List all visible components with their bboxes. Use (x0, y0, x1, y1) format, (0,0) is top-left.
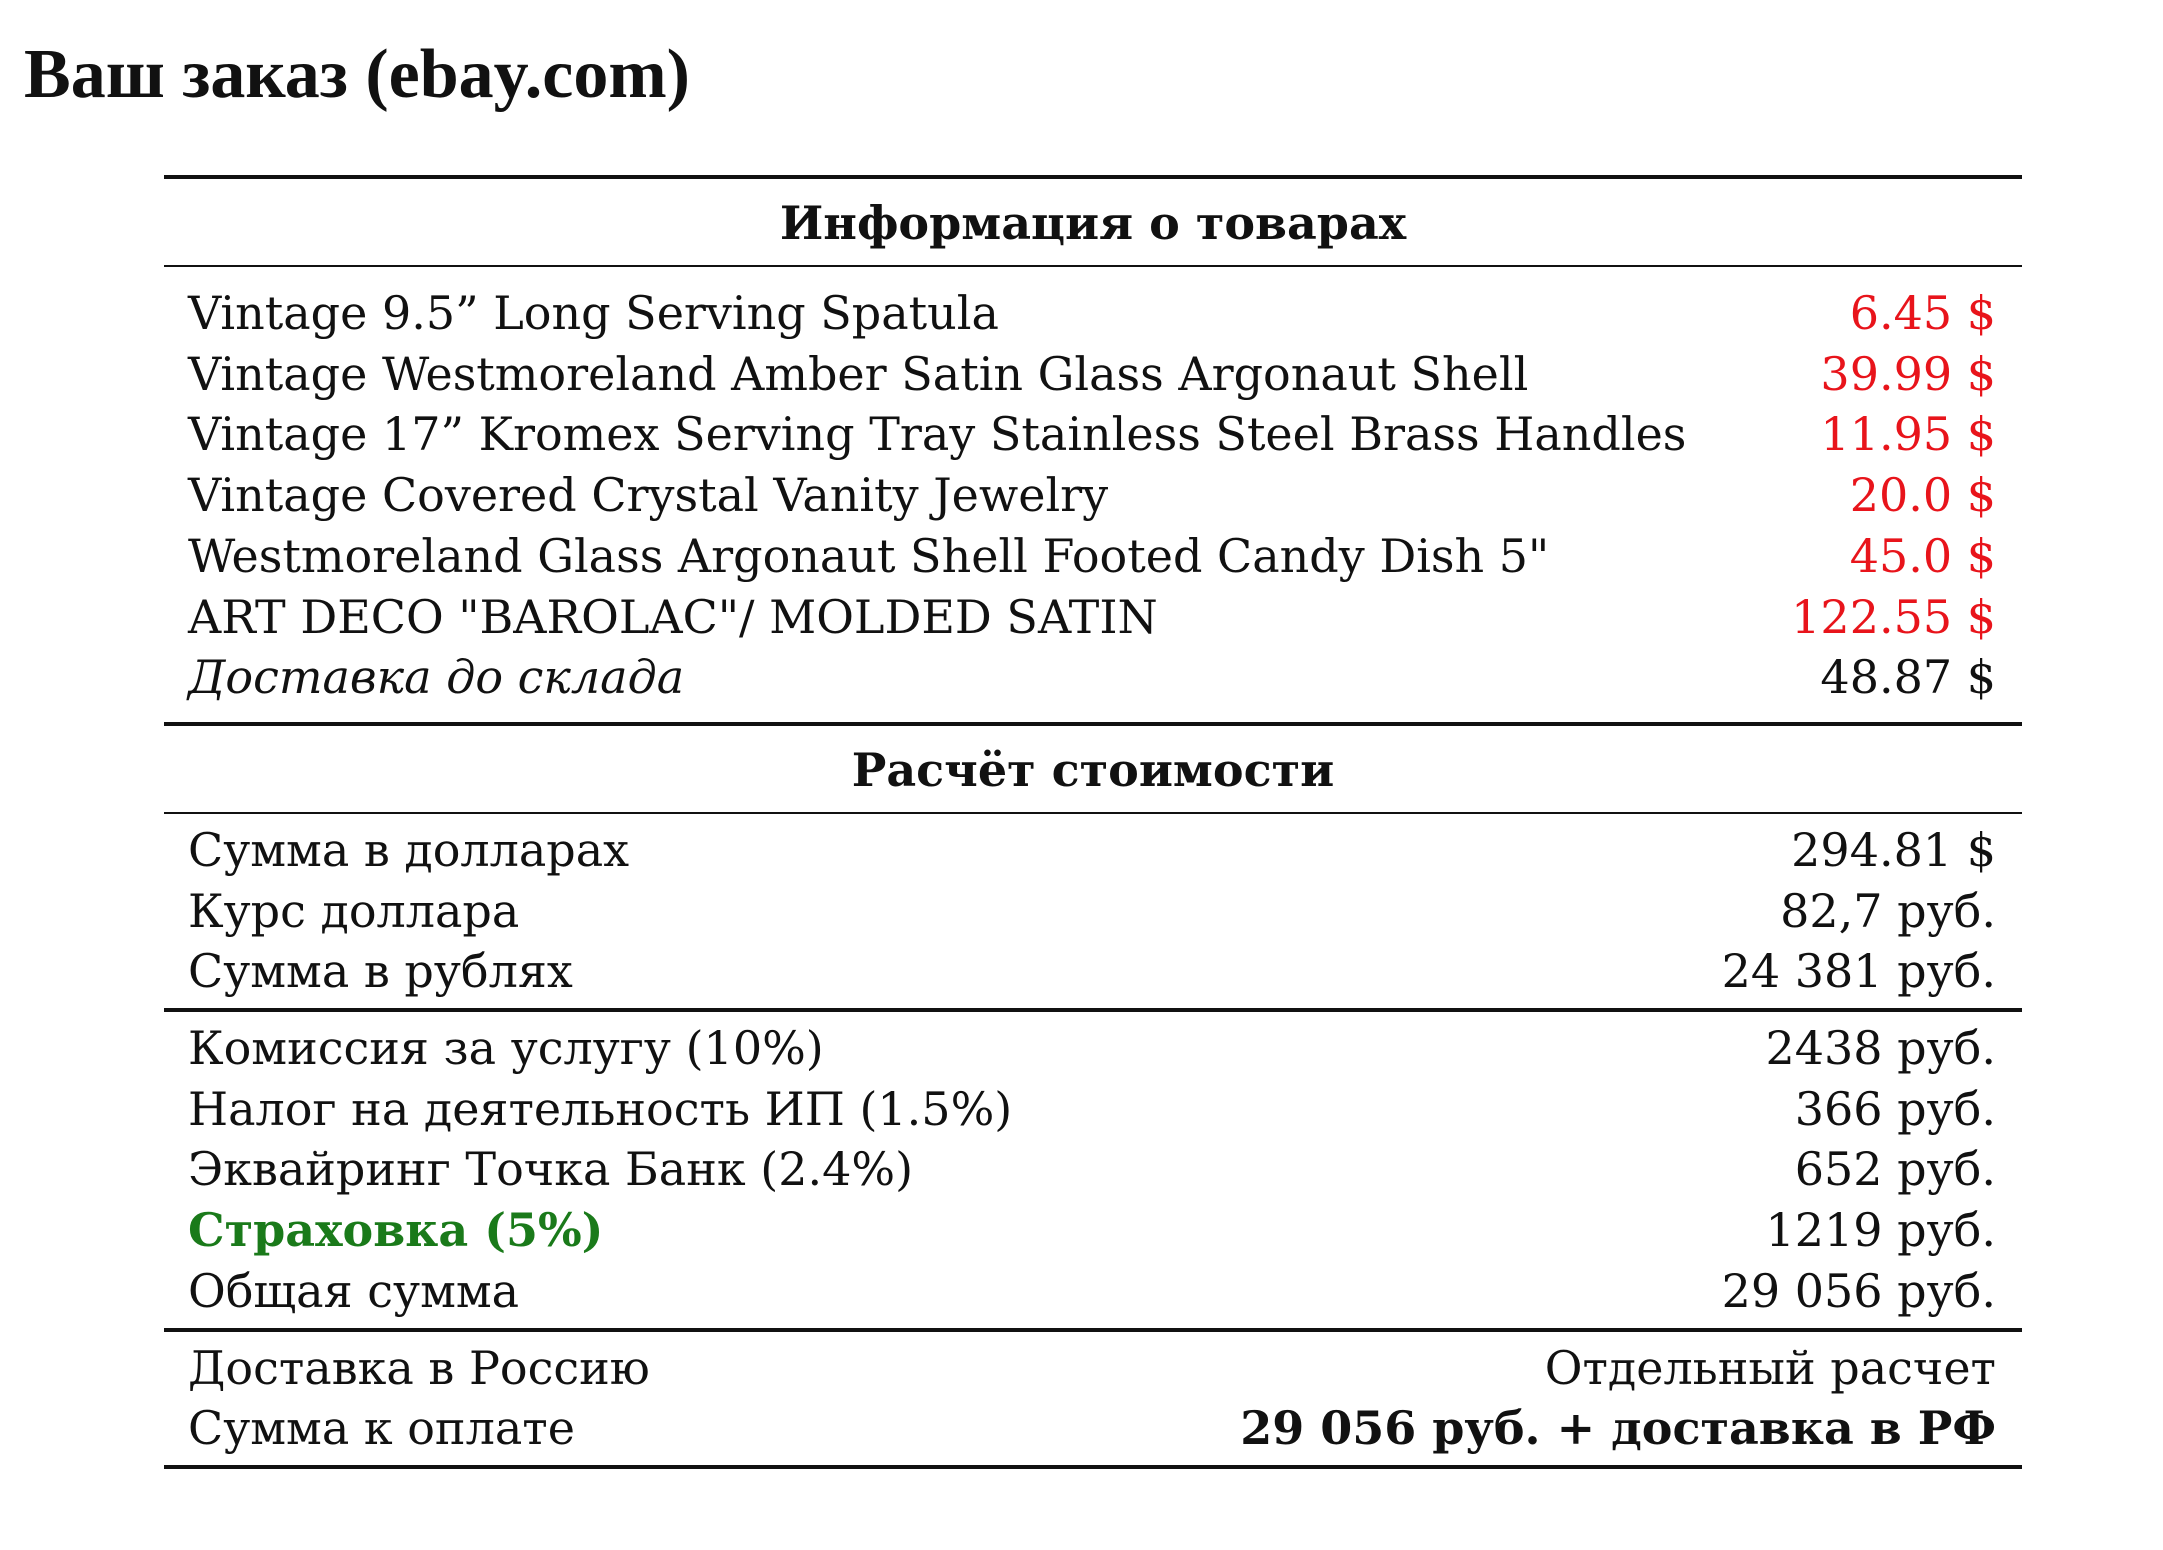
amount-due-row (188, 1398, 1996, 1459)
item-name: Vintage 9.5” Long Serving Spatula (188, 286, 999, 340)
item-name: Vintage 17” Kromex Serving Tray Stainless Steel Brass Handles (188, 407, 1687, 462)
warehouse-shipping-label: Доставка до склада (188, 650, 685, 705)
insurance-value: 1219 руб. (1765, 1203, 1996, 1258)
rub-total-value: 24 381 руб. (1721, 944, 1996, 999)
item-name: ART DECO "BAROLAC"/ MOLDED SATIN (188, 589, 1158, 644)
item-price: 122.55 $ (1791, 589, 1996, 644)
exchange-rate-label: Курс доллара (188, 883, 520, 938)
tax-value: 366 руб. (1794, 1081, 1996, 1136)
item-price: 11.95 $ (1820, 407, 1996, 462)
fees-list (164, 1012, 2022, 1328)
item-row (188, 526, 1996, 587)
acquiring-row (188, 1139, 1996, 1200)
usd-total-label: Сумма в долларах (188, 822, 630, 877)
acquiring-value: 652 руб. (1794, 1142, 1996, 1197)
tax-row (188, 1079, 1996, 1140)
items-section-heading: Информация о товарах (779, 196, 1407, 250)
grand-total-value: 29 056 руб. (1721, 1263, 1996, 1318)
item-row (188, 344, 1996, 405)
insurance-row (188, 1200, 1996, 1261)
item-name: Vintage Covered Crystal Vanity Jewelry (188, 468, 1109, 523)
amount-due-value: 29 056 руб. + доставка в РФ (1240, 1401, 1996, 1456)
item-price: 39.99 $ (1820, 346, 1996, 401)
table-bottom-rule (164, 1465, 2022, 1469)
item-price: 6.45 $ (1849, 286, 1996, 340)
warehouse-shipping-row (188, 647, 1996, 708)
rub-total-row (188, 941, 1996, 1002)
page-title: Ваш заказ (ebay.com) (24, 36, 690, 113)
order-summary-table (164, 175, 2022, 1469)
service-fee-label: Комиссия за услугу (10%) (188, 1021, 824, 1076)
items-list (164, 267, 2022, 722)
item-price: 45.0 $ (1849, 528, 1996, 583)
item-row (188, 404, 1996, 465)
final-list (164, 1332, 2022, 1465)
insurance-label: Страховка (5%) (188, 1203, 604, 1258)
service-fee-row (188, 1018, 1996, 1079)
item-price: 20.0 $ (1849, 468, 1996, 523)
grand-total-row (188, 1261, 1996, 1322)
item-row (188, 465, 1996, 526)
usd-total-value: 294.81 $ (1791, 822, 1996, 877)
grand-total-label: Общая сумма (188, 1263, 520, 1318)
warehouse-shipping-value: 48.87 $ (1820, 650, 1996, 705)
item-row (188, 283, 1996, 344)
item-name: Westmoreland Glass Argonaut Shell Footed Candy Dish 5" (188, 528, 1550, 583)
conversion-list (164, 814, 2022, 1008)
acquiring-label: Эквайринг Точка Банк (2.4%) (188, 1142, 914, 1197)
amount-due-label: Сумма к оплате (188, 1401, 575, 1456)
item-name: Vintage Westmoreland Amber Satin Glass Argonaut Shell (188, 346, 1529, 401)
service-fee-value: 2438 руб. (1765, 1021, 1996, 1076)
usd-total-row (188, 820, 1996, 881)
russia-shipping-value: Отдельный расчет (1544, 1340, 1996, 1395)
exchange-rate-value: 82,7 руб. (1780, 883, 1996, 938)
exchange-rate-row (188, 881, 1996, 942)
russia-shipping-row (188, 1338, 1996, 1399)
item-row (188, 587, 1996, 648)
cost-section-heading: Расчёт стоимости (851, 742, 1335, 797)
russia-shipping-label: Доставка в Россию (188, 1340, 650, 1395)
rub-total-label: Сумма в рублях (188, 944, 573, 999)
tax-label: Налог на деятельность ИП (1.5%) (188, 1081, 1013, 1136)
